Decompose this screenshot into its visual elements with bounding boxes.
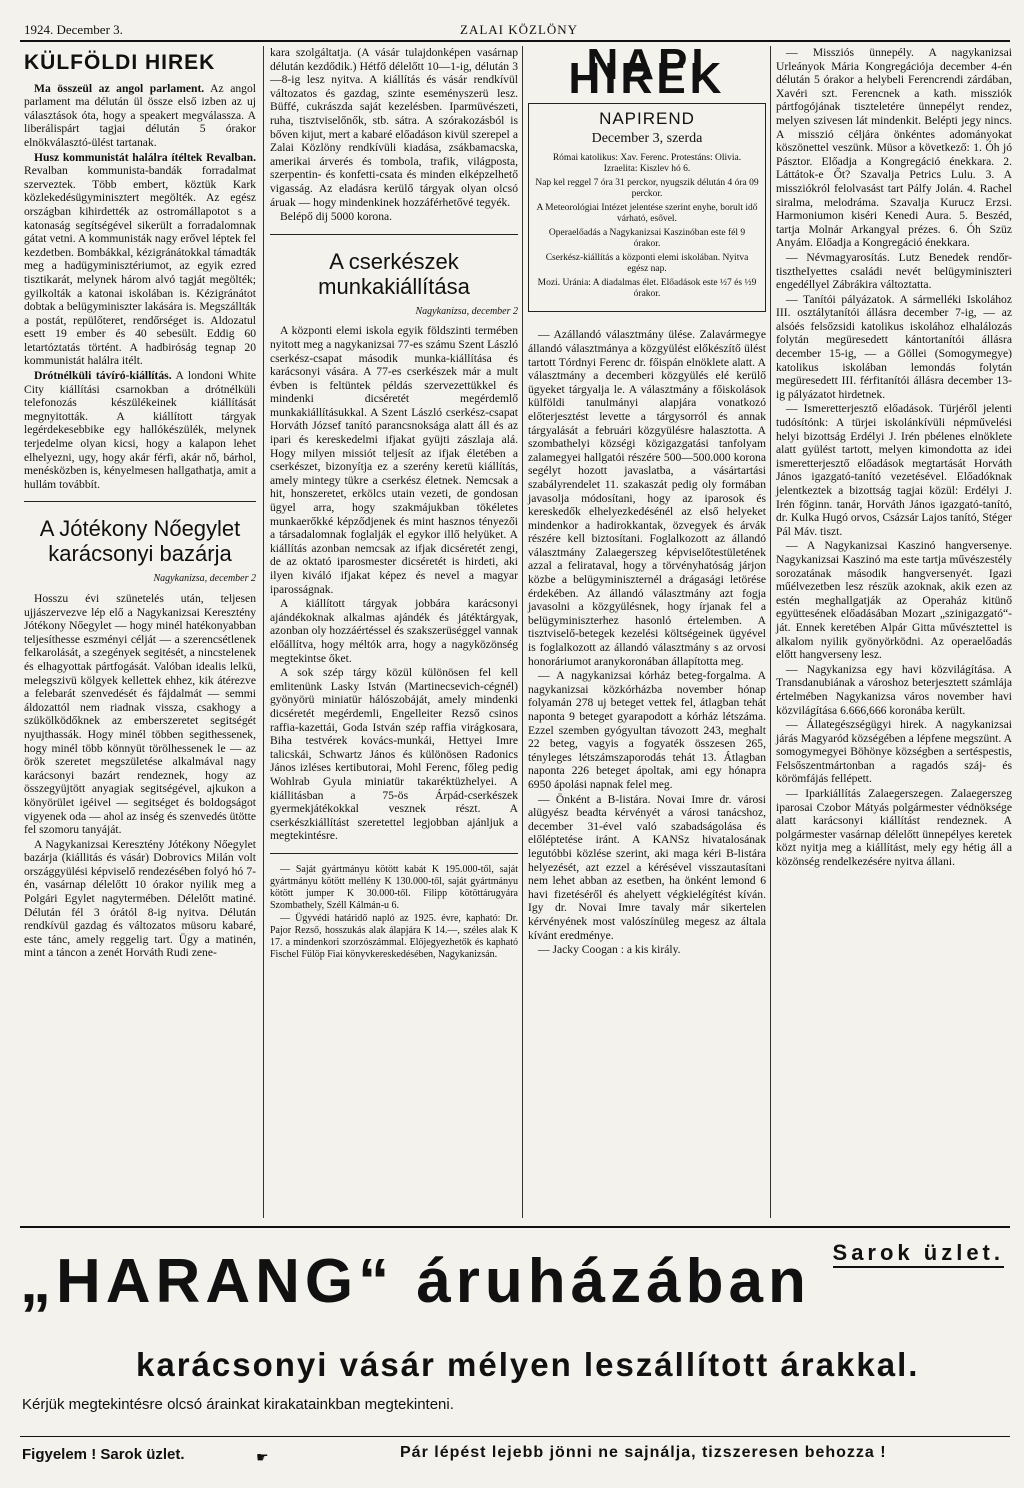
- article-dateline: Nagykanizsa, december 2: [153, 573, 256, 585]
- napirend-title: NAPIREND: [599, 109, 695, 129]
- issue-date: 1924. December 3.: [24, 22, 123, 37]
- news-paragraph: — Névmagyarosítás. Lutz Benedek rendőr-tisztheIyettes családi nevét belügyminiszteri engedéllyel Zábrákira változtatta.: [776, 250, 1012, 292]
- ad-corner-label: Sarok üzlet.: [833, 1240, 1004, 1268]
- article-paragraph: Belépő dij 5000 korona.: [280, 210, 393, 224]
- napirend-line: Operaelőadás a Nagykanizsai Kaszinóban este fél 9 órakor.: [548, 228, 746, 250]
- napirend-date: December 3, szerda: [591, 130, 703, 146]
- section-title: KÜLFÖLDI HIREK: [24, 51, 216, 74]
- ad-subheadline: karácsonyi vásár mélyen leszállított árakkal.: [136, 1346, 920, 1383]
- harang-advertisement: [20, 1226, 1010, 1482]
- ad-footer-left: Figyelem ! Sarok üzlet.: [22, 1446, 185, 1463]
- news-paragraph: — Jacky Coogan : a kis király.: [538, 943, 681, 957]
- column-daily-news: [528, 40, 766, 958]
- column-divider: [522, 46, 523, 1218]
- news-item: Ma összeül az angol parlament. Az angol parlament ma délután ül össze első izben az uj választások óta, hogy a speakert megválassza. A liberálispárt tagjai délután 5 órakor elnökválasztó-ülést tartanak.: [24, 81, 256, 149]
- header-rule: [20, 40, 1010, 42]
- ad-top-rule: [20, 1226, 1010, 1228]
- separator: [24, 501, 256, 502]
- small-notice: — Saját gyártmányu kötött kabát K 195.000-től, saját gyártmányu kötött mellény K 130.000-től, saját gyártmányu kötött jumper K 30.000-től. Filipp kötöttárugyára Szombathely, Széll Kálmán-u 6.: [270, 863, 518, 911]
- news-paragraph: — Tanítói pályázatok. A sármelléki Iskolához III. osztálytanítói állásra december 7-ig, — az alsóés felsőzsidi katolikus iskolához elhalálozás folytán megüresedett kántortanítói állásra december 15-ig, — a Göllei (Somogymegye) katolikus iskolában lemondás folytán megüresedett III. férfitanítói állásra december 13-ig pályázatot hirdetnek.: [776, 292, 1012, 401]
- article-title: A cserkészek munkakiállítása: [318, 248, 470, 299]
- column-divider: [263, 46, 264, 1218]
- article-paragraph: A kiállított tárgyak jobbára karácsonyi ajándékoknak alkalmas ajándék és játéktárgyak, azonban oly hozzáértéssel és szakszerüséggel vannak előállítva, hogy méltók arra, hogy a nagyközönség megtekintse őket.: [270, 597, 518, 665]
- news-item: Husz kommunistát halálra ítéltek Revalban. Revalban kommunista-bandák forradalmat szerveztek. Több embert, köztük Kark közlekedésügyminisztert megölték. Az egész országban kihirdették az ostromállapotot s a katonaság segítségével sikerült a forradalomnak gátat vetni. A kommunisták nagy erővel léptek fel kezdetben. Bombákkal, kézigránátokkal támadták meg a hadügyminisztériumot, az egyik ezred tisztikarát, melynek három alvó tagját megölték; gyilkolták a katonai iskolában is. Kézigránátot dobtak a belügyminiszter lakására is. Megszállták a postát, repülőteret, rendőrséget is. Aldozatul esett 19 ember és 40 sebesült. Eddig 60 letartóztatás történt. A hadbiróság tegnap 20 kommunistát halálra itélt.: [24, 150, 256, 368]
- column-divider: [770, 46, 771, 1218]
- article-paragraph: A központi elemi iskola egyik földszinti termében nyitott meg a nagykanizsai 77-es számu Szent László cserkész-csapat második munka-kiállítása és karácsonyi vására. A 77-es cserkészek már a mult évben is feltüntek példás szervezettükkel és mindenki dicséretét megérdemlő munkakiállításukkal. A Szent László cserkész-csapat Horváth József tanító parancsnoksága alatt áll és az ipari és kereskedelmi ifjakat gyüjti zászlaja alá. Hogy milyen missiót teljesít az ifjak életében a cserkészet, bizonyítja ez a szerény keretü kiállítás, amely mintegy tükre a cserkész életnek. Nemcsak a hit, honszeretet, erkölcs utain vezeti, de gondosan ügyel arra, hogy szakmájukban tökéletes munkaerőkké képződjenek és mint hasznos tényezői a társadalomnak foglalják el egykor illő helyüket. A kiállítás azonban nemcsak az ifjak dicséretét zengi, de az oktató iparosmester dicséretét is hirdeti, aki ilyen kiváló ifjakat képez és nevel a magyar iparosságnak.: [270, 324, 518, 596]
- napirend-line: Cserkész-kiállítás a központi elemi iskolában. Nyitva egész nap.: [545, 253, 749, 275]
- news-paragraph: — Önként a B-listára. Novai Imre dr. városi alügyész beadta kérvényét a városi tanácshoz, december 31-ével való szabadságolása és előléptetése iránt. A KANSz hivatalosának legutóbbi közlése szerint, aki maga kéri B-listára helyezését, azt ezzel a kérésével visszautasítani nem lehet abban az esetben, ha önként lemond 6 havi fizetéséről és ahelyett végkielégítést kíván. Igy dr. Novai Imre tavaly már sikertelen kérvényének most valószínüleg megesz az általa kívánt eredménye.: [528, 792, 766, 942]
- separator: [270, 234, 518, 235]
- article-dateline: Nagykanizsa, december 2: [415, 305, 518, 317]
- article-paragraph: A Nagykanizsai Keresztény Jótékony Nőegylet bazárja (kiállitás és vásár) Dobrovics Milán volt országgyülési képviselő rendezésében folyó hó 7-én, vasárnap délelőtt 10 órakor nyilik meg a Polgári Egylet nagytermében. Délelőtt matiné. Délután fél 3 órától 8-ig nyitva. Délután rendkívül gazdag és változatos müsoru kabaré, este tánc, amely reggelig tart. Ügy a matinén, mint a táncon a zenét Horváth Rudi zene-: [24, 837, 256, 960]
- separator: [270, 853, 518, 854]
- napirend-line: A Meteorológiai Intézet jelentése szerint enyhe, borult idő várható, esővel.: [536, 203, 758, 225]
- napirend-line: Római katolikus: Xav. Ferenc. Protestáns: Olivia. Izraelita: Kiszlev hó 6.: [552, 153, 742, 175]
- ad-invite: Kérjük megtekintésre olcsó árainkat kirakatainkban megtekinteni.: [22, 1396, 454, 1413]
- column-four: [776, 46, 1012, 870]
- section-title: NAPI HIREK: [568, 40, 726, 103]
- napirend-line: Mozi. Uránia: A diadalmas élet. Előadások este ½7 és ½9 órakor.: [537, 278, 757, 300]
- news-paragraph: — Ismeretterjesztő előadások. Türjéről jelenti tudósítónk: A türjei iskolánkívüli népművelési helyi bizottság Erdélyi J. Irén pbélenes elnöklete alatt gyülést tartott, melyen kimondotta az idei ismeretterjesztő előadások megtartását Horváth János igazgató-tanító vezetésével. Előadóknak jelentkeztek a bizottság tagjai közül: Erdélyi J. Irén főginn. tanár, Horváth János igazgató-tanító, dr. Kulka Hugó orvos, Csázsár Lajos tanító, Stéger Pál Máv. tiszt.: [776, 402, 1012, 538]
- news-paragraph: — Iparkiállítás Zalaegerszegen. Zalaegerszeg iparosai Czobor Mátyás polgármester védnöksége alatt karácsonyi kiállítást rendeznek. A polgármester vasárnap délelőtt ünnepélyes keretek közt nyitja meg a kiállítást, mely egy hétig áll a közönség rendelkezésére nyitva állani.: [776, 787, 1012, 869]
- column-two: [270, 46, 518, 962]
- news-paragraph: — A Nagykanizsai Kaszinó hangversenye. Nagykanizsai Kaszinó ma este tartja művészestély sorozatának második hangversenyét. Igazi műélvezetben lesz részük azoknak, akik ezen az estén meghallgatják az Operaház kitünő együttesének előadásában Mozart „szinigazgató“-ját. Ennek keretében Alpár Gitta művésztettel is alkalom nyilik gyönyörködni. Az operaelőadás előtt hangverseny lesz.: [776, 539, 1012, 662]
- napirend-box: [528, 103, 766, 312]
- news-paragraph: — A nagykanizsai kórház beteg-forgalma. A nagykanizsai közkórházba november hónap folyamán 278 uj beteget vettek fel, átlagban tehát naponta 9 beteget gyarapodott a kórház létszáma. Ezzel szemben gyógyultan távozott 243, meghalt 22 beteg, vagyis a fogyaték összesen 265, tényleges létszámszaporodás tehát 13. Átlagban naponta 226 beteget ápoltak, ami egy hónapra 6950 ápolási napnak felel meg.: [528, 669, 766, 791]
- article-paragraph: kara szolgáltatja. (A vásár tulajdonképen vasárnap délután kezdődik.) Hétfő délelőtt 10—1-ig, délután 3—8-ig lesz nyitva. A kiállítás és vásár rendkívül változatos és gazdag, szinte eseményszerü lesz. Büffé, cukrászda saját kezelésben. Iparmüvészeti, ruha, tisztviselőnők, stb. sátra. A szórakozásból is bőven kijut, mert a kabaré előadáson kivül szerepel a Zalai Közlöny rendkívüli kiadása, zsákbamacska, amerikai árverés és tombola, trafik, világposta, szerpentin- és konfetti-csata és minden elképzelhető vigasság. Az eladásra kerülő tárgyak olyan olcsó áruak — hogy mindenkinek hozzáférhetővé tegyék.: [270, 46, 518, 209]
- ad-footer-rule: [20, 1436, 1010, 1437]
- pointing-hand-icon: ☛: [256, 1451, 269, 1466]
- article-paragraph: A sok szép tárgy közül különösen fel kell emlitenünk Lasky István (Martinecsevich-cégnél) gyönyörü miniatür hálószobáját, amely mindenki dicséretét megérdemli, Engelleiter Rezső csinos raffia-kazettái, Goda István szép raffia virágkosara, Biha testvérek kovács-munkái, Hettyei Imre talicskái, Schwartz János és különösen Radonics János izléses kertibutorai, Mohl Ferenc, főleg pedig Wohlrab Gyula miniatür takaréktüzhelyei. A kiállitásban a 75-ös Árpád-cserkészek gyermekjátékokkal vesznek részt. A cserkészkiállítást szeretettel legjobban ajánljuk a megtekintésre.: [270, 666, 518, 843]
- news-paragraph: — Missziós ünnepély. A nagykanizsai Urleányok Mária Kongregációja december 4-én délután 5 órakor a helybeli Ferencrendi zárdában, Xavéri szt. Ferencnek a kath. missziók pártfogójának tiszteletére ünnepélyt rendez, melyen szivesen lát mindenkit. Belépti jegy nincs. A misszió céljára önkéntes adományokat köszönettel veszünk. Müsor a következő: 1. Óh jó Pásztor. Előadja a Kongregáció énekkara. 2. Láttátok-e Őt? Szavalja Petrics Lulu. 3. A missziókról felolvasást tart Pálfy Jolán. 4. Rachel siralma, melodráma. Szavalja Kurucz Erzsi. Harmoniumon kiséri Kenedi Aura. 5. Beszéd, tartja Molnár Arkangyal prézes. 6. Óh Szüz Anyám. Előadja a Kongregáció énekkara.: [776, 46, 1012, 250]
- column-foreign-news: [24, 46, 256, 961]
- article-paragraph: Hosszu évi szünetelés után, teljesen ujjászervezve lép elő a Nagykanizsai Keresztény Jótékony Nőegylet — hogy minél hatékonyabban teljesíthesse eszményi célját — a szerencsétlenek felkarolását, a szegények segitését, a nincstelenek és elhagyottak pártfogását. Valóban idealis lelkü, melegszivü kölgyek kellettek ehhez, kik átérezve a felebarát szenvedését és fájdalmát — semmi áldozattól nem riadnak vissza, csakhogy a szükölködőknek az emberszeretet segitségét nyujthassák. Hogy minél többen segithessenek, hogy minél több könnyüt törölhessenek le — az örök szeretet megszületése alkalmával nagy karácsonyi bazárt rendeznek, hogy az összegyüjtött anyagiak segitségével, ajkukon a könyörület igéivel — segitséget és boldogságot vigyenek oda — ahol az inség és szenvedés ütötte fel szomoru tanyáját.: [24, 592, 256, 837]
- small-notice: — Ügyvédi határidő napló az 1925. évre, kapható: Dr. Pajor Rezső, hosszukás alak álapjára K 14.—, széles alak K 17. a mindenkori szorzószámmal. Előjegyezhetők és kapható Fischel Fülöp Fiai könyvkereskedésében, Nagykanizsán.: [270, 912, 518, 960]
- ad-footer-right: Pár lépést lejebb jönni ne sajnálja, tizszeresen behozza !: [400, 1444, 887, 1461]
- ad-headline: „HARANG“ áruházában: [20, 1247, 811, 1316]
- napirend-line: Nap kel reggel 7 óra 31 perckor, nyugszik délután 4 óra 09 perckor.: [535, 178, 759, 200]
- news-paragraph: — Azállandó választmány ülése. Zalavármegye állandó választmánya a közgyülést előkészítő ülést tartott Tórdnyi Ferenc dr. főispán elnöklete alatt. A választmány a decemberi közgyülés elé kerülő ügyeket tárgyalja le. A választmány a főiskolások külföldi tanulmányi alapjára vonatkozó előterjesztést levette a tárgysorról és annak tárgyalását a februári közgyülésre halasztotta. A szombathelyi községi közigazgatási tanfolyam zalamegyei hallgatói részére 500—500.000 korona segélyt hozott javaslatba, a vásártartási szabályrendelet 11. szakaszát pedig oly formában javasolja módosítani, hogy az iparosok és kereskedők elhelyezkedésénél az első helyeket mindenkor a hadirokkantak, özvegyek és árvák részére kell biztosítani. Foglalkozott az állandó választmány Zalaegerszeg képviselőtestületének azzal a felirataval, hogy a törvényhatóság járjon közbe a belügyminiszternél a drágasági letörése érdekében. Az állandó választmány azt fogja javasolni a közgyülésnek, hogy írjanak fel a belügyminiszterhez hasonló értelemben. A tisztviselő-betegek kezelési költségeinek ügyével is foglalkozott az állandó választmány s az orvosi honoráriumot aranykoronában állapította meg.: [528, 328, 766, 668]
- news-paragraph: — Állategészségügyi hirek. A nagykanizsai járás Magyaród községében a lépfene megszünt. A somogymegyei Böhönye községben a sertéspestis, Felsőszentmártonban a ragadós száj- és körömfájás fellépett.: [776, 718, 1012, 786]
- news-item: Drótnélküli távíró-kiállítás. A londoni White City kiállítási csarnokban a drótnélküli telefonozás készülékeinek kiállítását megnyitották. A kiállított tárgyak legérdekesebbike egy hallókészülék, melynek terjedelme olyan kicsi, hogy a kalapon lehet elhelyezni, ugy, hogy akár férfi, akár nő, bárhol, menésközben is, kényelmesen hallgathatja, amit a hullám továbbít.: [24, 369, 256, 491]
- newspaper-title: ZALAI KÖZLÖNY: [460, 22, 579, 37]
- page-header: [0, 0, 1024, 44]
- article-title: A Jótékony Nőegylet karácsonyi bazárja: [39, 516, 241, 567]
- news-paragraph: — Nagykanizsa egy havi közvilágítása. A Transdanubiának a városhoz beterjesztett számlája értelmében Nagykanizsa város november havi közvilágítása 6.666,666 koronába került.: [776, 662, 1012, 717]
